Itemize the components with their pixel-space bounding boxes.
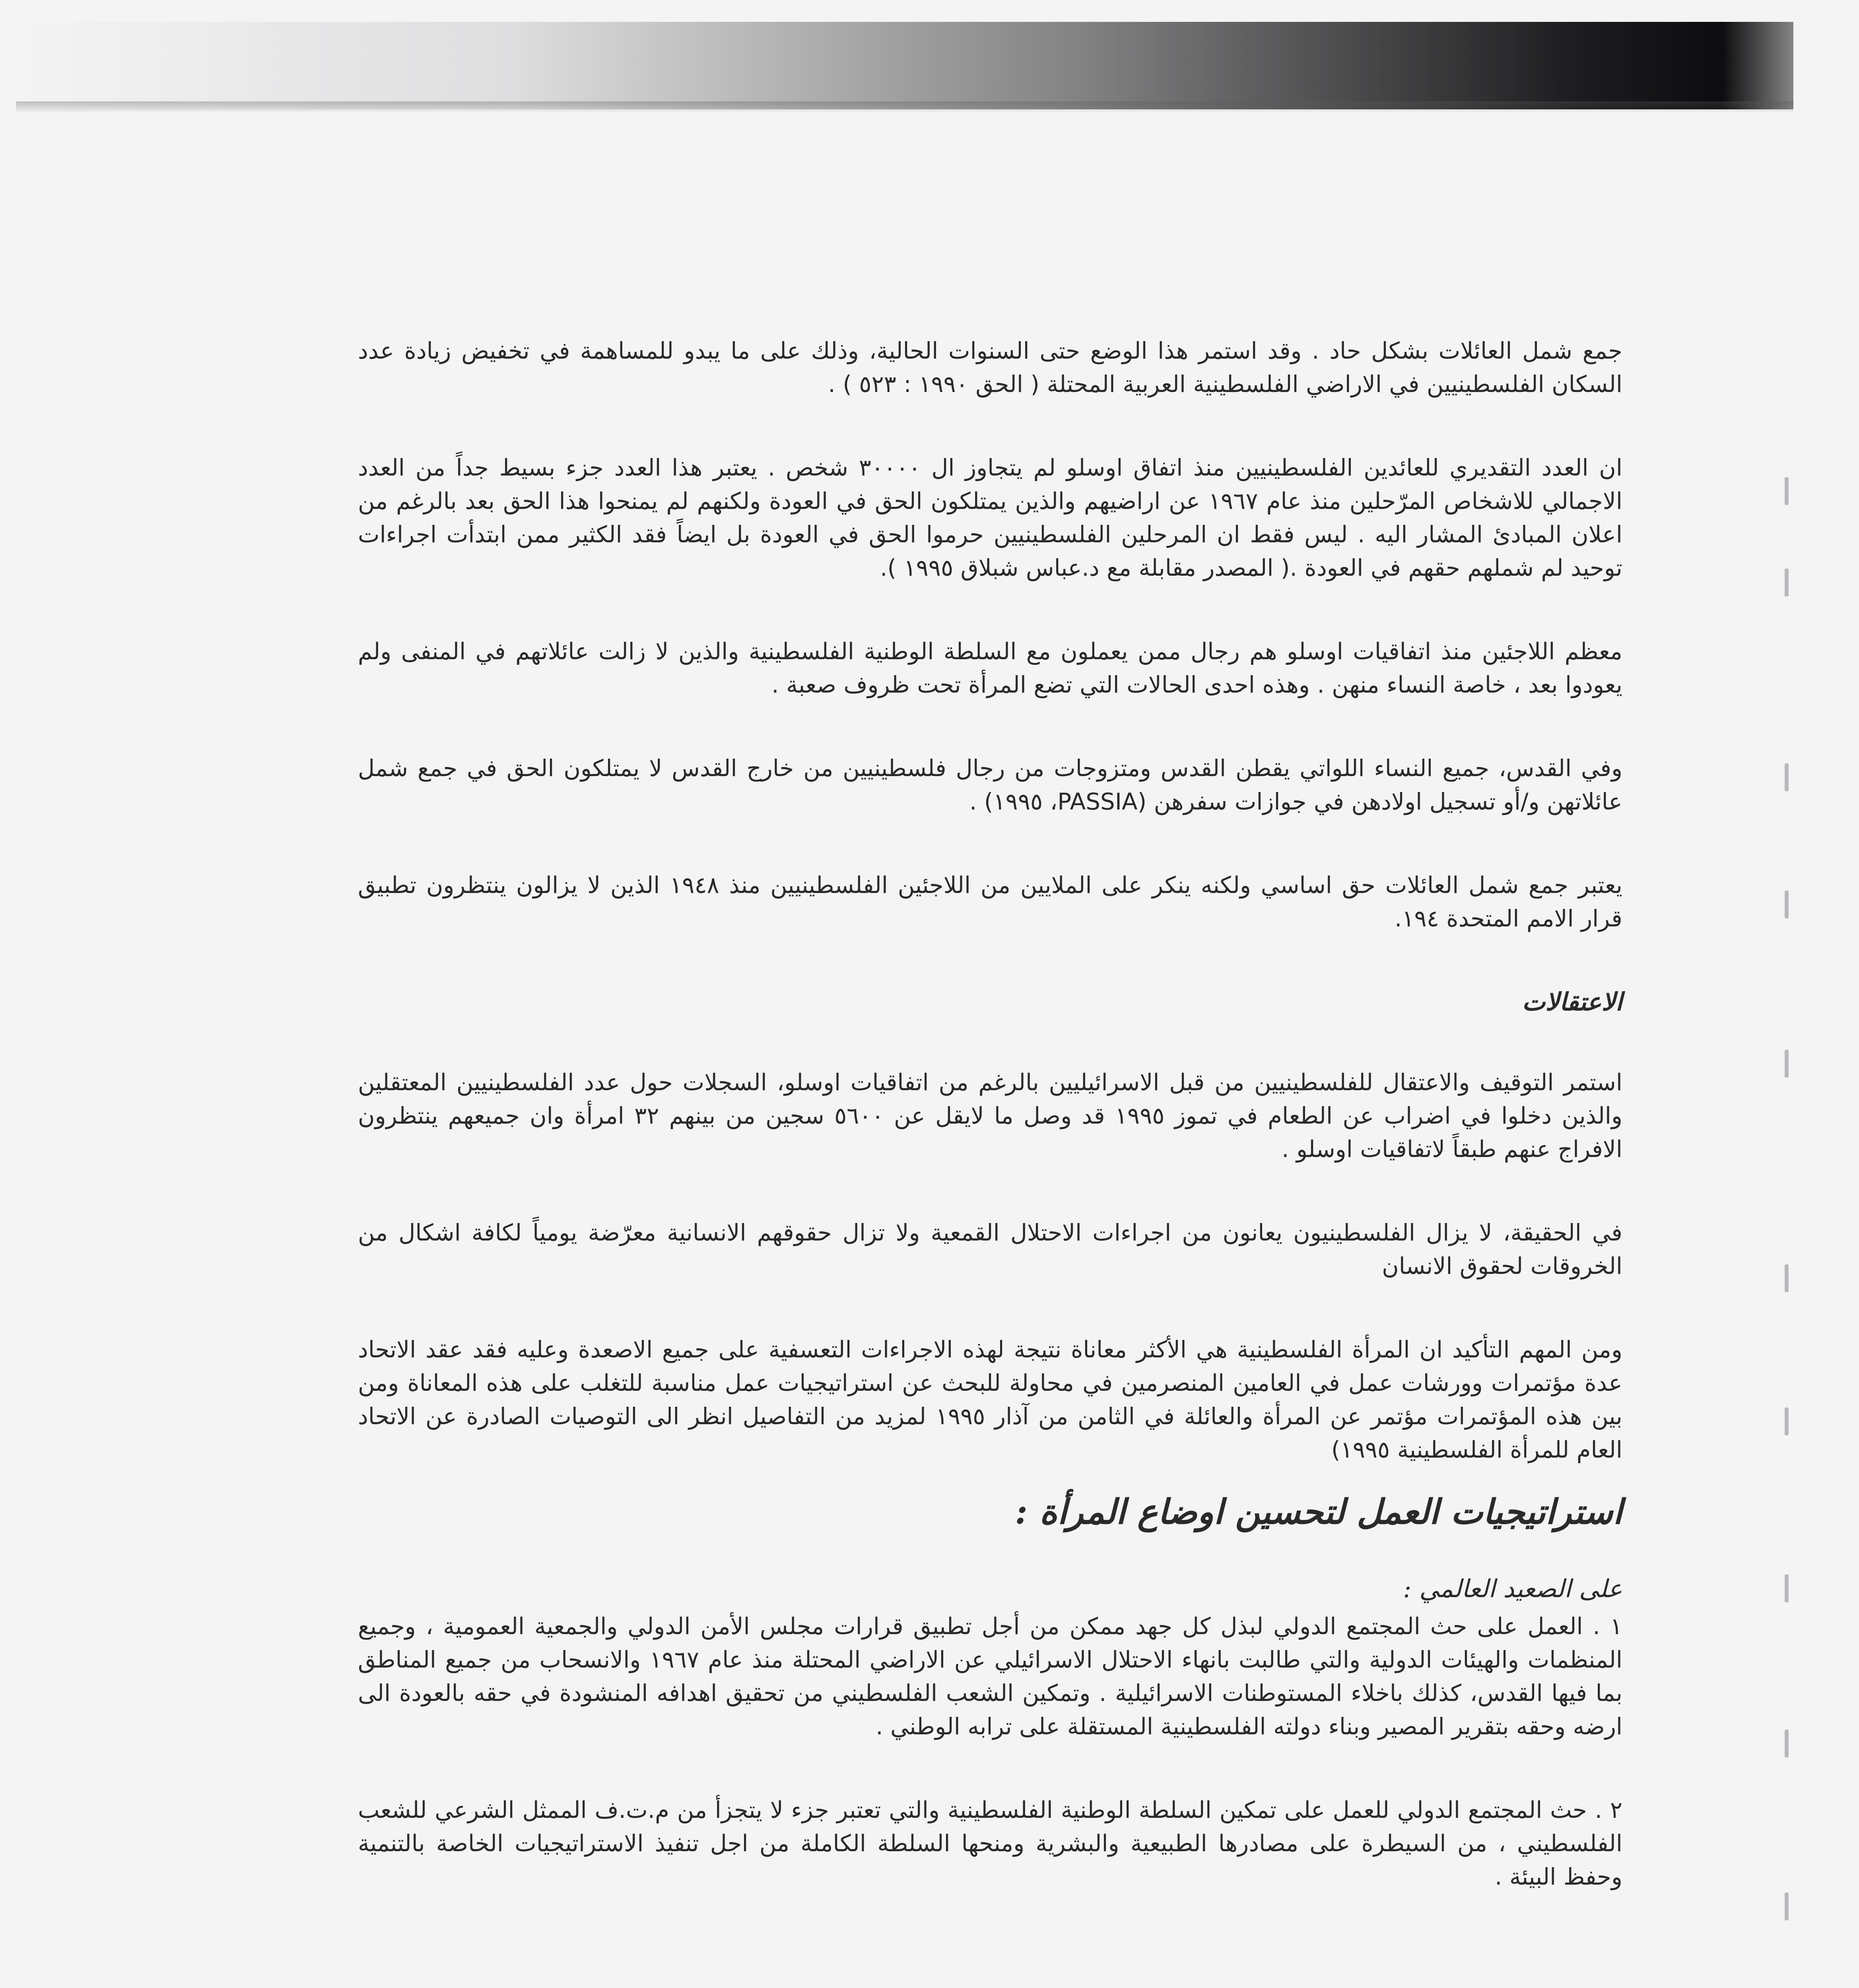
paragraph-women-suffering: ومن المهم التأكيد ان المرأة الفلسطينية هي الأكثر معاناة نتيجة لهذه الاجراءات التعسفية على جميع الاصعدة وعليه فقد عقد الاتحاد عدة مؤتمرات وورشات عمل في العامين المنصرمين في محاولة للبحث عن استراتيجيات عمل مناسبة للتغلب على هذه المعاناة ومن بين هذه المؤتمرات مؤتمر عن المرأة والعائلة في الثامن من آذار ١٩٩٥ لمزيد من التفاصيل انظر الى التوصيات الصادرة عن الاتحاد العام للمرأة الفلسطينية ١٩٩٥) bbox=[358, 1336, 1622, 1463]
section-heading-strategies: استراتيجيات العمل لتحسين اوضاع المرأة : bbox=[1015, 1492, 1622, 1532]
paragraph-family-reunification: جمع شمل العائلات بشكل حاد . وقد استمر هذا الوضع حتى السنوات الحالية، وذلك على ما يبدو للمساهمة في تخفيض زيادة عدد السكان الفلسطينيين في الاراضي الفلسطينية العربية المحتلة ( الحق ١٩٩٠ : ٥٢٣ ) . bbox=[358, 337, 1622, 398]
paragraph-refugees-since-oslo: معظم اللاجئين منذ اتفاقيات اوسلو هم رجال ممن يعملون مع السلطة الوطنية الفلسطينية والذين لا زالت عائلاتهم في المنفى ولم يعودوا بعد ، خاصة النساء منهن . وهذه احدى الحالات التي تضع المرأة تحت ظروف صعبة . bbox=[358, 638, 1622, 698]
binding-marks bbox=[1785, 477, 1791, 1988]
list-item-strategy-1: ١ . العمل على حث المجتمع الدولي لبذل كل جهد ممكن من أجل تطبيق قرارات مجلس الأمن الدولي والجمعية العمومية ، وجميع المنظمات والهيئات الدولية والتي طالبت بانهاء الاحتلال الاسرائيلي عن الاراضي المحتلة منذ عام ١٩٦٧ والانسحاب من جميع المناطق بما فيها القدس، كذلك باخلاء المستوطنات الاسرائيلية . وتمكين الشعب الفلسطيني من تحقيق اهدافه المنشودة في حقه بالعودة الى ارضه وحقه بتقرير المصير وبناء دولته الفلسطينية المستقلة على ترابه الوطني . bbox=[358, 1613, 1622, 1740]
document-body bbox=[358, 334, 1622, 1943]
paragraph-returnees-estimate: ان العدد التقديري للعائدين الفلسطينيين منذ اتفاق اوسلو لم يتجاوز ال ٣٠٠٠٠ شخص . يعتبر هذا العدد جزء بسيط جداً من العدد الاجمالي للاشخاص المرّحلين منذ عام ١٩٦٧ عن اراضيهم والذين يمتلكون الحق في العودة ولكنهم لم يمنحوا هذا الحق بعد بالرغم من اعلان المبادئ المشار اليه . ليس فقط ان المرحلين الفلسطينيين حرموا الحق في العودة بل ايضاً فقد الكثير ممن ابتدأت اجراءات توحيد لم شملهم حقهم في العودة .( المصدر مقابلة مع د.عباس شبلاق ١٩٩٥ ). bbox=[358, 454, 1622, 581]
section-heading-detentions: الاعتقالات bbox=[1522, 987, 1622, 1016]
paragraph-detentions: استمر التوقيف والاعتقال للفلسطينيين من قبل الاسرائيليين بالرغم من اتفاقيات اوسلو، السجلات حول عدد الفلسطينيين المعتقلين والذين دخلوا في اضراب عن الطعام في تموز ١٩٩٥ قد وصل ما لايقل عن ٥٦٠٠ سجين من بينهم ٣٢ امرأة وان جميعهم ينتظرون الافراج عنهم طبقاً لاتفاقيات اوسلو . bbox=[358, 1069, 1622, 1163]
paragraph-jerusalem-women: وفي القدس، جميع النساء اللواتي يقطن القدس ومتزوجات من رجال فلسطينيين من خارج القدس لا يمتلكون الحق في جمع شمل عائلاتهن و/أو تسجيل اولادهن في جوازات سفرهن (PASSIA، ١٩٩٥) . bbox=[358, 755, 1622, 815]
paragraph-basic-right: يعتبر جمع شمل العائلات حق اساسي ولكنه ينكر على الملايين من اللاجئين الفلسطينيين منذ ١٩٤٨ الذين لا يزالون ينتظرون تطبيق قرار الامم المتحدة ١٩٤. bbox=[358, 872, 1623, 932]
scanner-shadow-edge bbox=[16, 101, 1793, 113]
scanner-shadow-band bbox=[16, 22, 1793, 109]
subheading-international-level: على الصعيد العالمي : bbox=[1403, 1574, 1622, 1603]
paragraph-human-rights: في الحقيقة، لا يزال الفلسطينيون يعانون من اجراءات الاحتلال القمعية ولا تزال حقوقهم الانسانية معرّضة يومياً لكافة اشكال من الخروقات لحقوق الانسان bbox=[358, 1219, 1622, 1279]
list-item-strategy-2: ٢ . حث المجتمع الدولي للعمل على تمكين السلطة الوطنية الفلسطينية والتي تعتبر جزء لا يتجزأ من م.ت.ف الممثل الشرعي للشعب الفلسطيني ، من السيطرة على مصادرها الطبيعية والبشرية ومنحها السلطة الكاملة من اجل تنفيذ الاستراتيجيات الخاصة بالتنمية وحفظ البيئة . bbox=[358, 1796, 1622, 1890]
